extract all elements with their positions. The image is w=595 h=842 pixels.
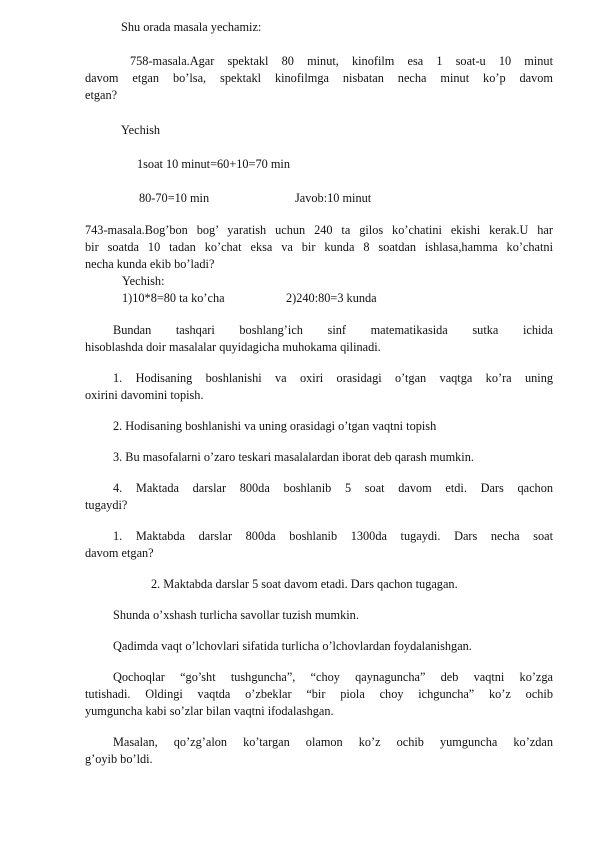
task-1-line-2: davom etgan?	[85, 546, 154, 560]
paragraph-example-line-1: Masalan, qo’zg’alon ko’targan olamon ko’z ochib yumguncha ko’zdan	[113, 735, 553, 749]
item-3-line: 3. Bu masofalarni o’zaro teskari masalalardan iborat deb qarash mumkin.	[113, 450, 474, 464]
problem-743-line-2: bir soatda 10 tadan ko’chat eksa va bir kunda 8 soatdan ishlasa,hamma ko’chatni	[85, 240, 553, 254]
item-4-line-1: 4. Maktada darslar 800da boshlanib 5 soat davom etdi. Dars qachon	[113, 481, 553, 495]
paragraph-nomads-line-1: Qochoqlar “go’sht tushguncha”, “choy qaynaguncha” deb vaqtni ko’zga	[113, 670, 553, 684]
problem-758-line-2: davom etgan bo’lsa, spektakl kinofilmga nisbatan necha minut ko’p davom	[85, 71, 553, 85]
calculation-line-2: 80-70=10 min	[139, 191, 210, 205]
task-2-line: 2. Maktabda darslar 5 soat davom etadi. Dars qachon tugagan.	[151, 577, 458, 591]
item-4-line-2: tugaydi?	[85, 498, 128, 512]
calculation-line-1: 1soat 10 minut=60+10=70 min	[137, 157, 290, 171]
item-1-line-1: 1. Hodisaning boshlanishi va oxiri orasidagi o’tgan vaqtga ko’ra uning	[113, 371, 553, 385]
paragraph-ancient-line: Qadimda vaqt o’lchovlari sifatida turlicha o’lchovlardan foydalanishgan.	[113, 639, 472, 653]
paragraph-nomads-line-2: tutishadi. Oldingi vaqtda o’zbeklar “bir piola choy ichguncha” ko’z ochib	[85, 687, 553, 701]
paragraph-example-line-2: g’oyib bo’ldi.	[85, 752, 153, 766]
solution-step-2: 2)240:80=3 kunda	[286, 291, 377, 305]
item-1-line-2: oxirini davomini topish.	[85, 388, 204, 402]
problem-758-line-1: 758-masala.Agar spektakl 80 minut, kinofilm esa 1 soat-u 10 minut	[130, 54, 553, 68]
solution-heading-2: Yechish:	[122, 274, 165, 288]
problem-743-line-1: 743-masala.Bog’bon bog’ yaratish uchun 240 ta gilos ko’chatini ekishi kerak.U har	[85, 223, 553, 237]
paragraph-a-line-1: Bundan tashqari boshlang’ich sinf matematikasida sutka ichida	[113, 323, 553, 337]
paragraph-nomads-line-3: yumguncha kabi so’zlar bilan vaqtni ifodalashgan.	[85, 704, 334, 718]
paragraph-a-line-2: hisoblashda doir masalalar quyidagicha muhokama qilinadi.	[85, 340, 381, 354]
solution-step-1: 1)10*8=80 ta ko’cha	[122, 291, 225, 305]
intro-line: Shu orada masala yechamiz:	[121, 20, 262, 34]
item-2-line: 2. Hodisaning boshlanishi va uning orasidagi o’tgan vaqtni topish	[113, 419, 437, 433]
task-1-line-1: 1. Maktabda darslar 800da boshlanib 1300da tugaydi. Dars necha soat	[113, 529, 553, 543]
paragraph-similar-line: Shunda o’xshash turlicha savollar tuzish mumkin.	[113, 608, 359, 622]
problem-743-line-3: necha kunda ekib bo’ladi?	[85, 257, 215, 271]
problem-758-line-3: etgan?	[85, 88, 118, 102]
answer-line-1: Javob:10 minut	[295, 191, 372, 205]
solution-heading-1: Yechish	[121, 123, 161, 137]
